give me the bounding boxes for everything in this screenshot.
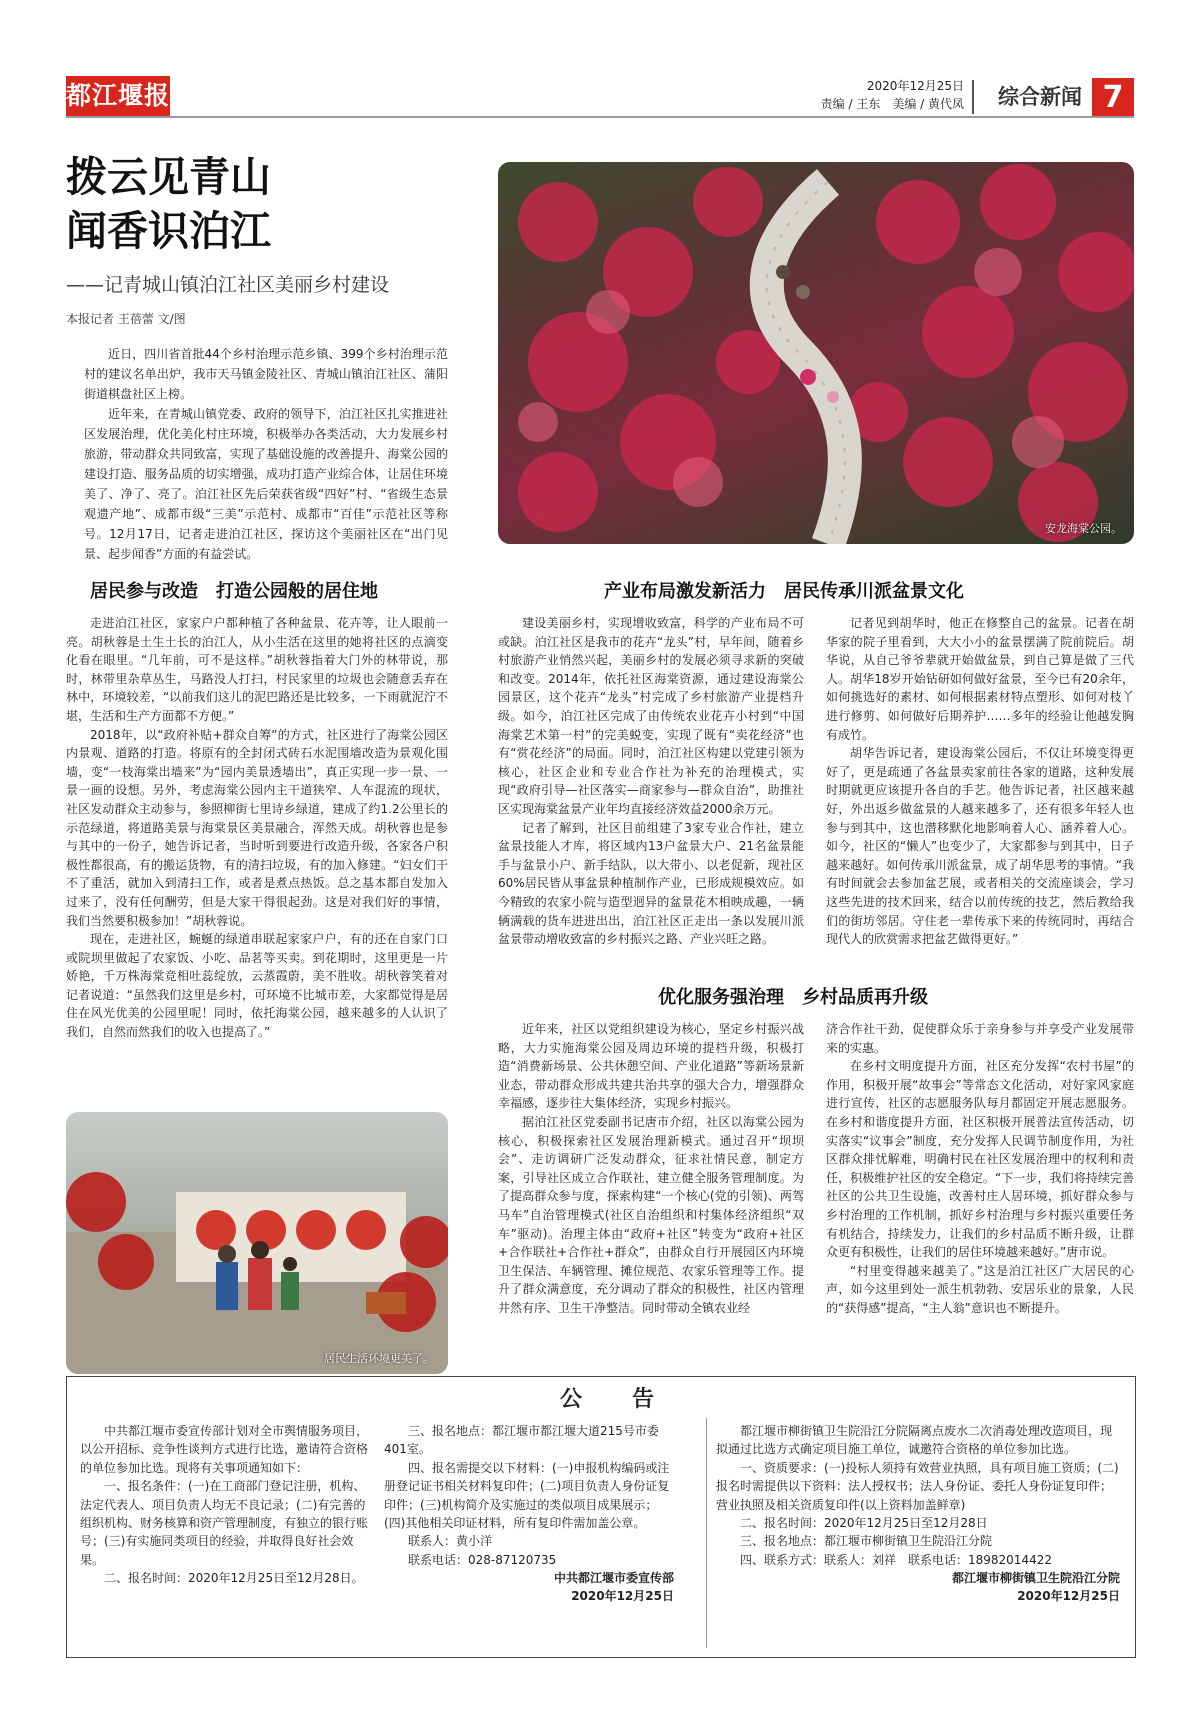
section-heading: 产业布局激发新活力 居民传承川派盆景文化	[604, 581, 964, 602]
byline: 本报记者 王蓓蕾 文/图	[66, 312, 186, 326]
header-rule	[66, 116, 1134, 118]
section-3-body-left	[498, 1020, 804, 1318]
article-subtitle: ——记青城山镇泊江社区美丽乡村建设	[66, 274, 390, 296]
newspaper-logo: 都江堰报	[66, 76, 170, 116]
photo-begonia-park-illustration	[498, 162, 1134, 544]
section-1-body	[66, 614, 448, 1042]
notice-column-3	[716, 1422, 1120, 1605]
section-2-body-left	[498, 614, 804, 949]
intro-paragraph: 近日，四川省首批44个乡村治理示范乡镇、399个乡村治理示范村的建议名单出炉，我市天马镇金陵社区、青城山镇泊江社区、蒲阳街道棋盘社区上榜。	[84, 347, 448, 401]
notice-signature: 都江堰市柳街镇卫生院沿江分院	[951, 1571, 1120, 1586]
paragraph: 记者见到胡华时，他正在修整自己的盆景。记者在胡华家的院子里看到，大大小小的盆景摆满了院前院后。胡华说，从自己爷爷辈就开始做盆景，到自己算是做了三代人。胡华18岁开始钻研如何做好盆景，至今已有20余年，如何挑选好的素材、如何根据素材特点塑形、如何对枝丫进行修剪、如何做好后期养护……多年的经验让他越发胸有成竹。	[826, 616, 1134, 742]
section-3-body-right	[826, 1020, 1134, 1318]
notice-paragraph: 中共都江堰市委宣传部计划对全市舆情服务项目，以公开招标、竞争性谈判方式进行比选，邀请符合资格的单位参加比选。现将有关事项通知如下：	[80, 1424, 369, 1475]
paragraph: 现在，走进社区，蜿蜒的绿道串联起家家户户，有的还在自家门口或院坝里做起了农家饭、小吃、品茗等买卖。到花期时，这里更是一片娇艳，千万株海棠竞相吐蕊绽放，云蒸霞蔚，美不胜收。胡秋蓉笑着对记者说道：“虽然我们这里是乡村，可环境不比城市差，大家都觉得是居住在风光优美的公园里呢！同时，依托海棠公园，越来越多的人认识了我们，自然而然我们的收入也提高了。”	[66, 932, 448, 1040]
issue-date: 2020年12月25日	[866, 79, 964, 93]
notice-paragraph: 三、报名地点：都江堰市柳街镇卫生院沿江分院	[740, 1534, 993, 1549]
section-heading: 优化服务强治理 乡村品质再升级	[658, 987, 928, 1008]
notice-date: 2020年12月25日	[1017, 1589, 1120, 1604]
notice-paragraph: 一、资质要求：(一)投标人须持有效营业执照，具有项目施工资质；(二)报名时需提供以下资料：法人授权书；法人身份证、委托人身份证复印件；营业执照及相关资质复印件(以上资料加盖鲜章)	[716, 1460, 1119, 1512]
paragraph: 近年来，社区以党组织建设为核心，坚定乡村振兴战略，大力实施海棠公园及周边环境的提档升级，积极打造“消费新场景、公共休憩空间、产业化道路”等新场景新业态，带动群众形成共建共治共享的强大合力，增强群众幸福感，逐步往大集体经济，实现乡村振兴。	[498, 1022, 804, 1111]
notice-date: 2020年12月25日	[571, 1589, 674, 1604]
paragraph: 走进泊江社区，家家户户都种植了各种盆景、花卉等，让人眼前一亮。胡秋蓉是土生土长的泊江人，从小生活在这里的她将社区的点滴变化看在眼里。“几年前，可不是这样。”胡秋蓉指着大门外的林带说，那时，林带里杂草丛生，马路没人打扫，村民家里的垃圾也会随意丢弃在林中，环境较差，“以前我们这儿的泥巴路还是比较多，一下雨就泥泞不堪，生活和生产方面都不方便。”	[66, 616, 448, 723]
page-number: 7	[1092, 78, 1134, 118]
notice-paragraph: 都江堰市柳街镇卫生院沿江分院隔离点废水二次消毒处理改造项目，现拟通过比选方式确定项目施工单位，诚邀符合资格的单位参加比选。	[716, 1424, 1113, 1457]
paragraph: 建设美丽乡村，实现增收致富，科学的产业布局不可或缺。泊江社区是我市的花卉“龙头”村，早年间，随着乡村旅游产业悄然兴起，美丽乡村的发展必须寻求新的突破和改变。2014年，依托社区海棠资源，通过建设海棠公园景区，这个花卉“龙头”村完成了乡村旅游产业提档升级。如今，泊江社区完成了由传统农业花卉小村到“中国海棠艺术第一村”的完美蜕变，实现了既有“卖花经济”也有“赏花经济”的局面。同时，泊江社区构建以党建引领为核心，社区企业和专业合作社为补充的治理模式，实现“政府引导—社区落实—商家参与—群众自治”，助推社区实现海棠盆景产业年均直接经济效益2000余万元。	[498, 616, 804, 816]
header-divider	[972, 80, 974, 114]
notice-paragraph: 一、报名条件：(一)在工商部门登记注册，机构、法定代表人、项目负责人均无不良记录；(二)有完善的组织机构、财务核算和资产管理制度，有独立的银行账号；(三)有实施同类项目的经验，并取得良好社会效果。	[80, 1479, 369, 1567]
paragraph: 济合作社干劲，促使群众乐于亲身参与并享受产业发展带来的实惠。	[826, 1022, 1134, 1055]
notice-column-1	[80, 1422, 370, 1588]
paragraph: 记者了解到，社区目前组建了3家专业合作社，建立盆景技能人才库，将区域内13户盆景大户、21名盆景能手与盆景小户、新手结队，以大带小、以老促新，现社区60%居民皆从事盆景种植制作产业，已形成规模效应。如今精致的农家小院与造型迥异的盆景花木相映成趣，一辆辆满载的货车进进出出，泊江社区正走出一条以发展川派盆景带动增收致富的乡村振兴之路、产业兴旺之路。	[498, 820, 804, 947]
photo-caption: 居民生活环境更美了。	[324, 1352, 434, 1365]
article-intro	[84, 344, 448, 564]
notice-paragraph: 三、报名地点：都江堰市都江堰大道215号市委401室。	[384, 1424, 659, 1457]
photo-residents-illustration	[66, 1112, 448, 1374]
notice-paragraph: 四、联系方式：联系人：刘祥 联系电话：18982014422	[740, 1552, 1052, 1567]
notice-paragraph: 联系人：黄小洋	[408, 1534, 493, 1549]
section-heading: 居民参与改造 打造公园般的居住地	[90, 581, 378, 602]
notice-title: 公 告	[560, 1387, 669, 1412]
intro-paragraph: 近年来，在青城山镇党委、政府的领导下，泊江社区扎实推进社区发展治理，优化美化村庄环境，积极举办各类活动，大力发展乡村旅游，带动群众共同致富，实现了基础设施的改善提升、海棠公园的建设打造、服务品质的切实增强，成功打造产业综合体，让居住环境美了、净了、亮了。泊江社区先后荣获省级“四好”村、“省级生态景观遗产地”、成都市级“三美”示范村、成都市“百佳”示范社区等称号。12月17日，记者走进泊江社区，探访这个美丽社区在“出门见景、起步闻香”方面的有益尝试。	[84, 407, 448, 561]
article-title	[66, 150, 486, 258]
notice-signature: 中共都江堰市委宣传部	[553, 1571, 674, 1586]
notice-paragraph: 二、报名时间：2020年12月25日至12月28日	[740, 1516, 988, 1531]
notice-column-2	[384, 1422, 674, 1605]
paragraph: 在乡村文明度提升方面，社区充分发挥“农村书屋”的作用，积极开展“故事会”等常态文化活动，对好家风家庭进行宣传，社区的志愿服务队每月都固定开展志愿服务。在乡村和谐度提升方面，社区积极开展普法宣传活动，切实落实“议事会”制度，充分发挥人民调节制度作用，为社区群众排忧解难，明确村民在社区发展治理中的权利和责任，积极维护社区的安全稳定。“下一步，我们将持续完善社区的公共卫生设施，改善村庄人居环境，抓好群众参与乡村治理的工作机制，抓好乡村治理与乡村振兴重要任务有机结合，持续发力，让我们的乡村品质不断升级，让群众更有积极性，让我们的居住环境越来越好。”唐市说。	[826, 1059, 1134, 1260]
notice-paragraph: 联系电话：028-87120735	[408, 1552, 557, 1567]
notice-paragraph: 二、报名时间：2020年12月25日至12月28日。	[104, 1571, 364, 1586]
photo-caption: 安龙海棠公园。	[1045, 522, 1122, 535]
photo-begonia-park	[498, 162, 1134, 544]
title-line-2: 闻香识泊江	[66, 207, 271, 255]
paragraph: 2018年，以“政府补贴+群众自筹”的方式，社区进行了海棠公园区内景观、道路的打造。将原有的全封闭式砖石水泥围墙改造为景观化围墙，变“一枝海棠出墙来”为“园内美景透墙出”，真正实现一步一景、一景一画的设想。另外，考虑海棠公园内主干道狭窄、人车混流的现状，社区发动群众主动参与，参照柳街七里诗乡绿道，建成了约1.2公里长的示范绿道，将道路美景与海棠景区美景融合，浑然天成。胡秋蓉也是参与其中的一份子，她告诉记者，当时听到要进行改造升级，各家各户积极性都很高，有的搬运货物，有的清扫垃圾，有的加入修建。“妇女们干不了重活，就加入到清扫工作，或者是煮点热饭。总之基本都自发加入过来了，没有任何酬劳，但是大家干得很起劲。这是对我们好的事情，我们当然要积极参加！”胡秋蓉说。	[66, 727, 448, 928]
title-line-1: 拨云见青山	[66, 153, 271, 201]
photo-residents	[66, 1112, 448, 1374]
notice-divider	[706, 1418, 707, 1648]
notice-paragraph: 四、报名需提交以下材料：(一)申报机构编码或注册登记证书相关材料复印件；(二)项目负责人身份证复印件；(三)机构简介及实施过的类似项目成果展示；(四)其他相关印证材料，所有复印件需加盖公章。	[384, 1460, 670, 1531]
section-name: 综合新闻	[998, 85, 1082, 109]
paragraph: “村里变得越来越美了。”这是泊江社区广大居民的心声，如今这里到处一派生机勃勃、安居乐业的景象，人民的“获得感”提高，“主人翁”意识也不断提升。	[826, 1263, 1134, 1315]
section-2-body-right	[826, 614, 1134, 949]
paragraph: 据泊江社区党委副书记唐市介绍，社区以海棠公园为核心，积极探索社区发展治理新模式。通过召开“坝坝会”、走访调研广泛发动群众，征求社情民意，制定方案，引导社区成立合作联社，建立健全服务管理制度。为了提高群众参与度，探索构建“一个核心(党的引领)、两驾马车”自治管理模式(社区自治组织和村集体经济组织“双车”驱动)。治理主体由“政府+社区”转变为“政府+社区+合作联社+合作社+群众”，由群众自行开展园区内环境卫生保洁、车辆管理、摊位规范、农家乐管理等工作。提升了群众满意度，充分调动了群众的积极性，社区内管理井然有序、卫生干净整洁。同时带动全镇农业经	[498, 1114, 804, 1315]
paragraph: 胡华告诉记者，建设海棠公园后，不仅让环境变得更好了，更是疏通了各盆景卖家前往各家的道路，这种发展时期就更应该提升各自的手艺。他告诉记者，社区越来越好，外出返乡做盆景的人越来越多了，还有很多年轻人也参与到其中，这也潜移默化地影响着人心、涵养着人心。如今，社区的“懒人”也变少了，大家都参与到其中，日子越来越好。如何传承川派盆景，成了胡华思考的事情。“我有时间就会去参加盆艺展，或者相关的交流座谈会，学习这些先进的技术回来，结合以前传统的技艺，然后教给我们的街坊邻居。守住老一辈传承下来的传统同时，再结合现代人的欣赏需求把盆艺做得更好。”	[826, 746, 1134, 947]
editors-credit: 责编 / 王东 美编 / 黄代凤	[820, 97, 964, 111]
